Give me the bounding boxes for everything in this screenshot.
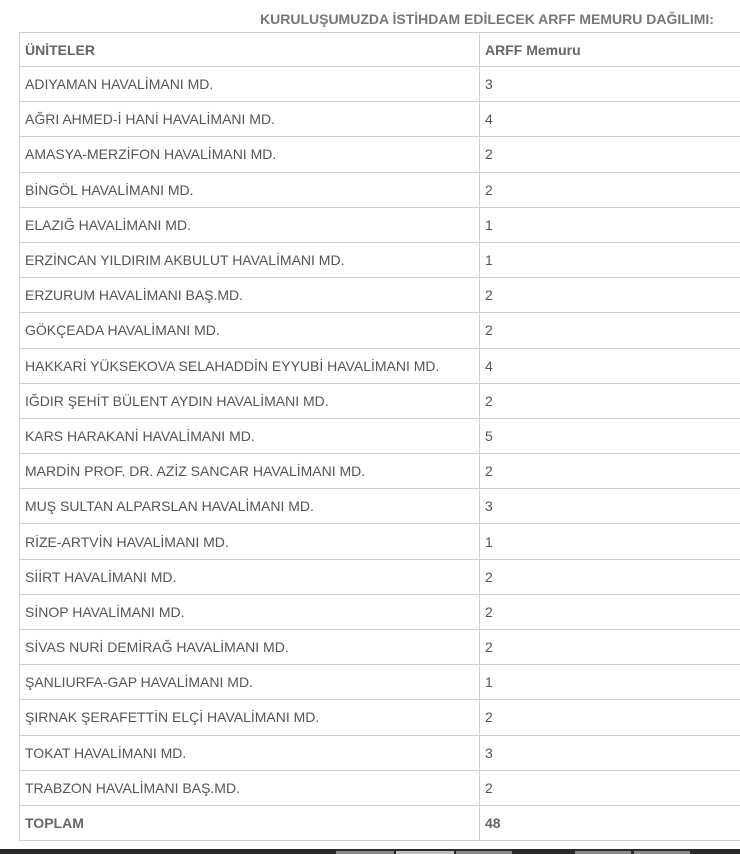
table-row xyxy=(19,243,740,278)
arff-count-cell: 2 xyxy=(485,322,493,339)
arff-count-cell: 3 xyxy=(485,744,493,761)
arff-count-cell: 2 xyxy=(485,181,493,198)
arff-count-cell: 2 xyxy=(485,146,493,163)
table-row xyxy=(19,313,740,348)
table-row xyxy=(19,173,740,208)
arff-count-cell: 2 xyxy=(485,568,493,585)
arff-count-cell: 4 xyxy=(485,111,493,128)
arff-count-cell: 5 xyxy=(485,427,493,444)
table-row xyxy=(19,560,740,595)
unit-name-cell: TOKAT HAVALİMANI MD. xyxy=(20,736,480,770)
table-row xyxy=(19,102,740,137)
unit-name-cell: AĞRI AHMED-İ HANİ HAVALİMANI MD. xyxy=(20,102,480,136)
table-row xyxy=(19,419,740,454)
table-row xyxy=(19,524,740,559)
total-label: TOPLAM xyxy=(20,806,480,840)
arff-count-cell: 1 xyxy=(485,216,493,233)
arff-distribution-table xyxy=(19,32,740,841)
table-row xyxy=(19,384,740,419)
unit-name-cell: SİVAS NURİ DEMİRAĞ HAVALİMANI MD. xyxy=(20,630,480,664)
table-row xyxy=(19,278,740,313)
unit-name-cell: GÖKÇEADA HAVALİMANI MD. xyxy=(20,313,480,347)
table-row xyxy=(19,700,740,735)
unit-name-cell: TRABZON HAVALİMANI BAŞ.MD. xyxy=(20,771,480,805)
table-row xyxy=(19,349,740,384)
table-row xyxy=(19,736,740,771)
unit-name-cell: MARDİN PROF. DR. AZİZ SANCAR HAVALİMANI MD. xyxy=(20,454,480,488)
header-units: ÜNİTELER xyxy=(20,33,480,66)
table-header-row xyxy=(19,33,740,67)
total-count: 48 xyxy=(485,815,501,832)
arff-count-cell: 2 xyxy=(485,287,493,304)
unit-name-cell: ERZURUM HAVALİMANI BAŞ.MD. xyxy=(20,278,480,312)
table-row xyxy=(19,630,740,665)
arff-count-cell: 3 xyxy=(485,76,493,93)
arff-count-cell: 3 xyxy=(485,498,493,515)
arff-count-cell: 1 xyxy=(485,674,493,691)
unit-name-cell: HAKKARİ YÜKSEKOVA SELAHADDİN EYYUBİ HAVALİMANI MD. xyxy=(20,349,480,383)
arff-count-cell: 1 xyxy=(485,533,493,550)
unit-name-cell: MUŞ SULTAN ALPARSLAN HAVALİMANI MD. xyxy=(20,489,480,523)
unit-name-cell: SİİRT HAVALİMANI MD. xyxy=(20,560,480,594)
table-row xyxy=(19,489,740,524)
table-row xyxy=(19,771,740,806)
unit-name-cell: ERZİNCAN YILDIRIM AKBULUT HAVALİMANI MD. xyxy=(20,243,480,277)
unit-name-cell: ELAZIĞ HAVALİMANI MD. xyxy=(20,208,480,242)
arff-count-cell: 2 xyxy=(485,779,493,796)
arff-count-cell: 2 xyxy=(485,709,493,726)
arff-count-cell: 2 xyxy=(485,603,493,620)
unit-name-cell: ADIYAMAN HAVALİMANI MD. xyxy=(20,67,480,101)
table-row xyxy=(19,595,740,630)
arff-count-cell: 2 xyxy=(485,639,493,656)
arff-count-cell: 1 xyxy=(485,252,493,269)
table-total-row xyxy=(19,806,740,841)
unit-name-cell: AMASYA-MERZİFON HAVALİMANI MD. xyxy=(20,137,480,171)
unit-name-cell: ŞIRNAK ŞERAFETTİN ELÇİ HAVALİMANI MD. xyxy=(20,700,480,734)
unit-name-cell: RİZE-ARTVİN HAVALİMANI MD. xyxy=(20,524,480,558)
table-row xyxy=(19,454,740,489)
page-title: KURULUŞUMUZDA İSTİHDAM EDİLECEK ARFF MEMURU DAĞILIMI: xyxy=(260,11,714,27)
header-arff-count: ARFF Memuru xyxy=(485,41,581,58)
table-row xyxy=(19,665,740,700)
arff-count-cell: 2 xyxy=(485,392,493,409)
unit-name-cell: BİNGÖL HAVALİMANI MD. xyxy=(20,173,480,207)
unit-name-cell: ŞANLIURFA-GAP HAVALİMANI MD. xyxy=(20,665,480,699)
table-row xyxy=(19,208,740,243)
arff-count-cell: 2 xyxy=(485,463,493,480)
table-row xyxy=(19,137,740,172)
unit-name-cell: IĞDIR ŞEHİT BÜLENT AYDIN HAVALİMANI MD. xyxy=(20,384,480,418)
table-body xyxy=(19,67,740,806)
arff-count-cell: 4 xyxy=(485,357,493,374)
table-row xyxy=(19,67,740,102)
unit-name-cell: KARS HARAKANİ HAVALİMANI MD. xyxy=(20,419,480,453)
unit-name-cell: SİNOP HAVALİMANI MD. xyxy=(20,595,480,629)
